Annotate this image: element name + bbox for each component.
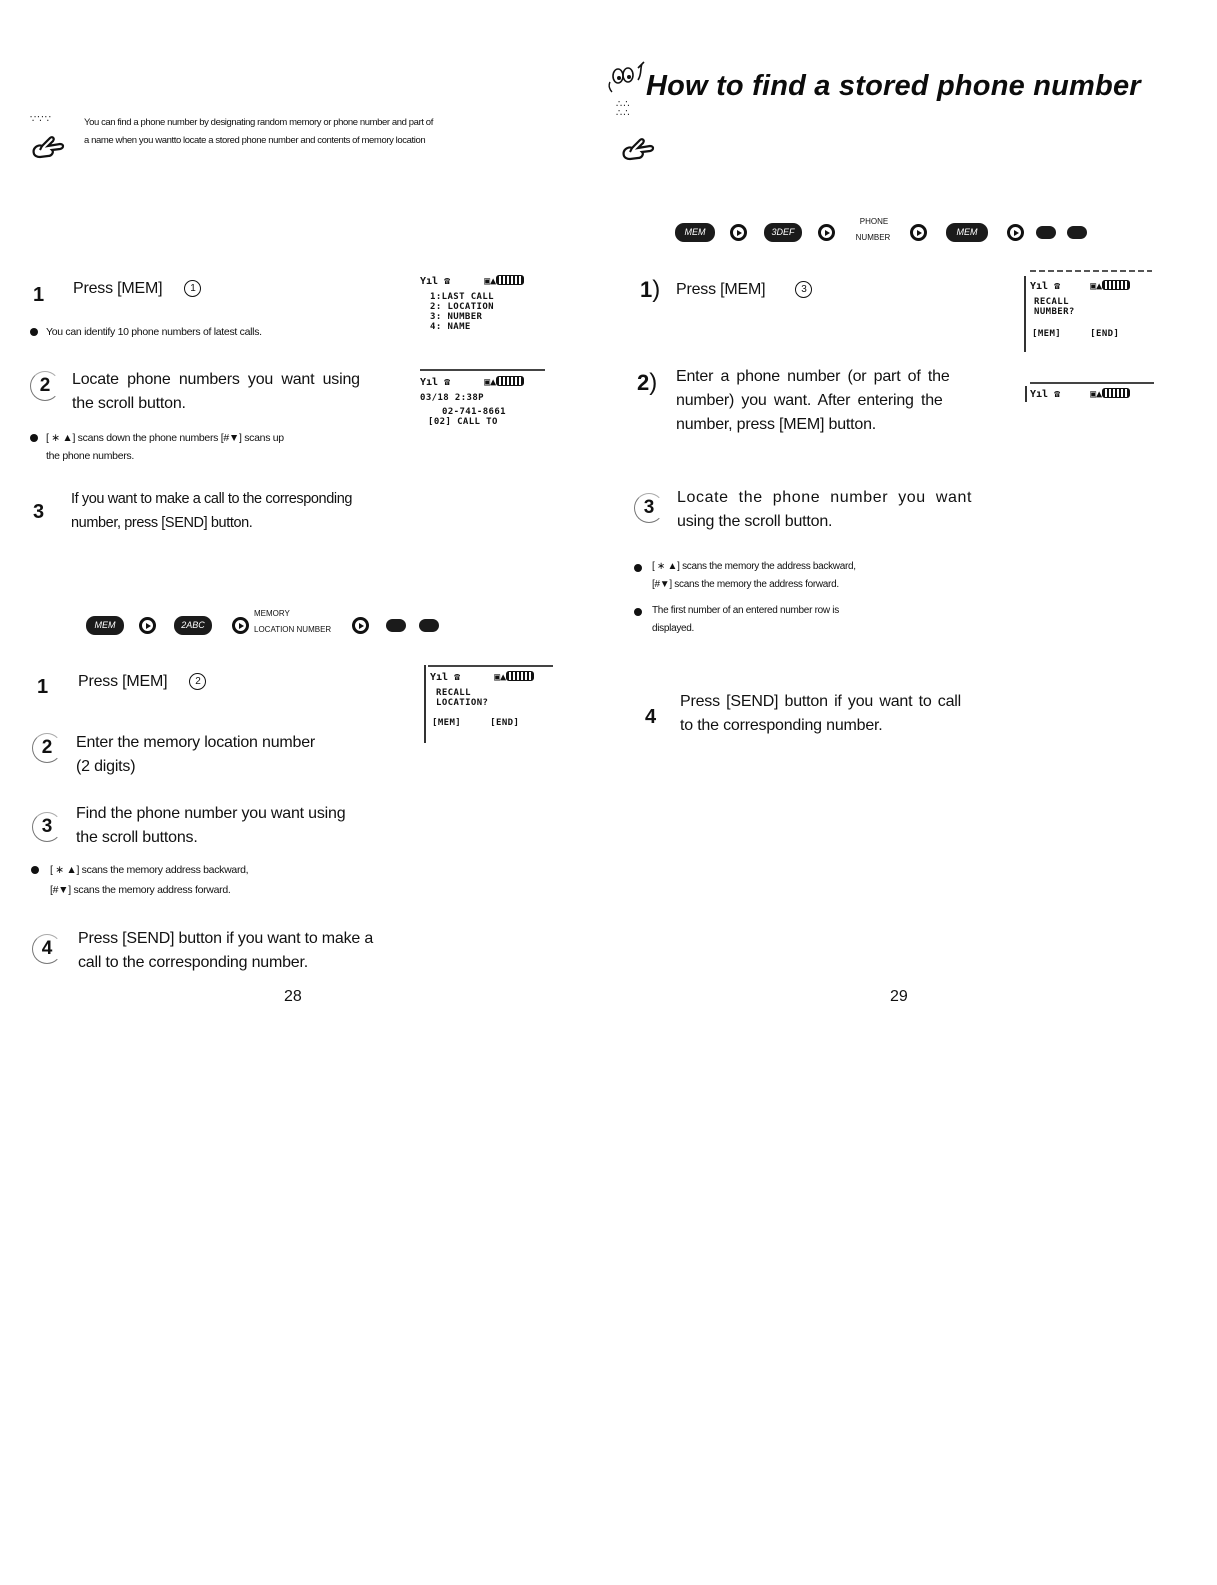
lcd-line: [MEM] [END] [432,718,520,728]
step-number: 1 [640,277,653,302]
battery-icon: ▣▲ [1090,281,1130,292]
mem-key: MEM [946,223,988,242]
note-text: You can identify 10 phone numbers of latest calls. [46,326,262,338]
circled-key: 3 [795,281,812,298]
battery-icon: ▣▲ [484,276,524,287]
step-circle: 4 [32,934,62,964]
lcd-line: [MEM] [END] [1032,329,1120,339]
note-text: [#▼] scans the memory the address forward. [652,579,839,590]
step-text [73,277,201,301]
lcd-line: 02-741-8661 [442,407,507,417]
arrow-icon [139,617,156,634]
battery-icon: ▣▲ [484,377,524,388]
key-label: LOCATION NUMBER [254,625,332,634]
step-number: 1 [37,676,49,698]
step-text: number, press [SEND] button. [71,515,253,531]
lcd-top-border [1030,270,1152,272]
bullet [634,608,642,616]
step-text: Press [SEND] button if you want to call [680,693,961,710]
note-text: The first number of an entered number row is [652,605,839,616]
digit-key: 3DEF [764,223,802,242]
lcd-top-border [420,369,545,371]
mem-key: MEM [86,616,124,635]
signal-icon: Yıl ☎ [430,672,461,683]
lcd-left-border [1025,386,1027,402]
lcd-line: RECALL [1034,297,1069,307]
lcd-line: 3: NUMBER [430,312,483,322]
step-text: Enter the memory location number [76,734,316,751]
key-label: PHONE [859,217,889,226]
keypad-icon: ∵∵∵ [30,114,53,125]
arrow-icon [730,224,747,241]
lcd-line: RECALL [436,688,471,698]
keypad-icon: ∴∴ ∴∴ [616,99,631,119]
note-text: the phone numbers. [46,450,134,462]
lcd-top-border [1030,382,1154,384]
signal-icon: Yıl ☎ [1030,389,1061,400]
signal-icon: Yıl ☎ [420,276,451,287]
step-text: Locate phone numbers you want using [72,371,360,388]
signal-icon: Yıl ☎ [1030,281,1061,292]
page-number: 28 [284,988,302,1005]
bullet [30,434,38,442]
step-circle: 2 [32,733,62,763]
key-label: MEMORY [254,609,290,618]
step-text: number) you want. After entering the [676,392,943,409]
lcd-status-bar [1030,388,1160,400]
lcd-line: 2: LOCATION [430,302,495,312]
step-text: Locate the phone number you want [677,489,973,506]
arrow-icon [910,224,927,241]
lcd-line: NUMBER? [1034,307,1075,317]
lcd-line: 03/18 2:38P [420,393,485,403]
step-text: to the corresponding number. [680,717,883,734]
note-text: [ ∗ ▲] scans the memory the address backward, [652,561,856,572]
send-key [1036,226,1056,239]
step-number: 4 [645,706,657,728]
step-text: Press [SEND] button if you want to make a [78,930,374,947]
lcd-display [420,275,550,332]
bullet [634,564,642,572]
note-text: displayed. [652,623,695,634]
page-title: How to find a stored phone number [646,70,1141,102]
step-text: (2 digits) [76,758,136,775]
step-text: number, press [MEM] button. [676,416,877,433]
step-number: 3 [33,501,45,523]
note-text: [#▼] scans the memory address forward. [50,884,231,896]
step-bracket: 2) [637,369,658,396]
phone-mascot-icon [604,58,650,102]
step-circle: 2 [30,371,60,401]
arrow-icon [818,224,835,241]
battery-icon: ▣▲ [494,672,534,683]
bullet [30,328,38,336]
lcd-status-bar [430,671,560,683]
note-text: [ ∗ ▲] scans down the phone numbers [#▼] scans up [46,432,284,444]
arrow-icon [1007,224,1024,241]
signal-icon: Yıl ☎ [420,377,451,388]
step-text: the scroll buttons. [76,829,198,846]
lcd-line: 1:LAST CALL [430,292,495,302]
step-text: the scroll button. [72,395,186,412]
end-key [1067,226,1087,239]
lcd-line: [02] CALL TO [428,417,498,427]
step-text: Find the phone number you want using [76,805,346,822]
lcd-left-border [1024,276,1026,352]
lcd-status-bar [1030,280,1160,292]
step-text [676,278,812,302]
circled-key: 1 [184,280,201,297]
note-text: [ ∗ ▲] scans the memory address backward, [50,864,249,876]
step-text: Enter a phone number (or part of the [676,368,950,385]
send-key [386,619,406,632]
intro-line-1: You can find a phone number by designating random memory or phone number and part of [84,117,433,128]
lcd-top-border [428,665,553,667]
arrow-icon [232,617,249,634]
step-number: 1 [33,284,45,306]
step-circle: 3 [634,493,664,523]
step-circle: 3 [32,812,62,842]
intro-line-2: a name when you wantto locate a stored phone number and contents of memory location [84,135,426,146]
battery-icon: ▣▲ [1090,389,1130,400]
lcd-display [430,671,560,728]
lcd-display [420,376,550,427]
lcd-line: 4: NAME [430,322,471,332]
step-text [78,670,206,694]
hand-pointing-icon [30,134,66,160]
step-text-label: Press [MEM] [73,280,163,297]
step-text: If you want to make a call to the corresponding [71,491,353,507]
lcd-status-bar [420,376,550,388]
hand-pointing-icon [620,136,656,162]
step-text: call to the corresponding number. [78,954,308,971]
step-text-label: Press [MEM] [78,673,168,690]
lcd-display [1030,388,1160,400]
step-text: using the scroll button. [677,513,833,530]
lcd-display [1030,280,1160,339]
step-bracket: 1) [640,276,661,303]
end-key [419,619,439,632]
lcd-line: LOCATION? [436,698,489,708]
step-text-label: Press [MEM] [676,281,766,298]
arrow-icon [352,617,369,634]
bullet [31,866,39,874]
key-label: NUMBER [855,233,891,242]
step-number: 2 [637,370,650,395]
lcd-status-bar [420,275,550,287]
mem-key: MEM [675,223,715,242]
lcd-left-border [424,665,426,743]
page-number: 29 [890,988,908,1005]
circled-key: 2 [189,673,206,690]
digit-key: 2ABC [174,616,212,635]
